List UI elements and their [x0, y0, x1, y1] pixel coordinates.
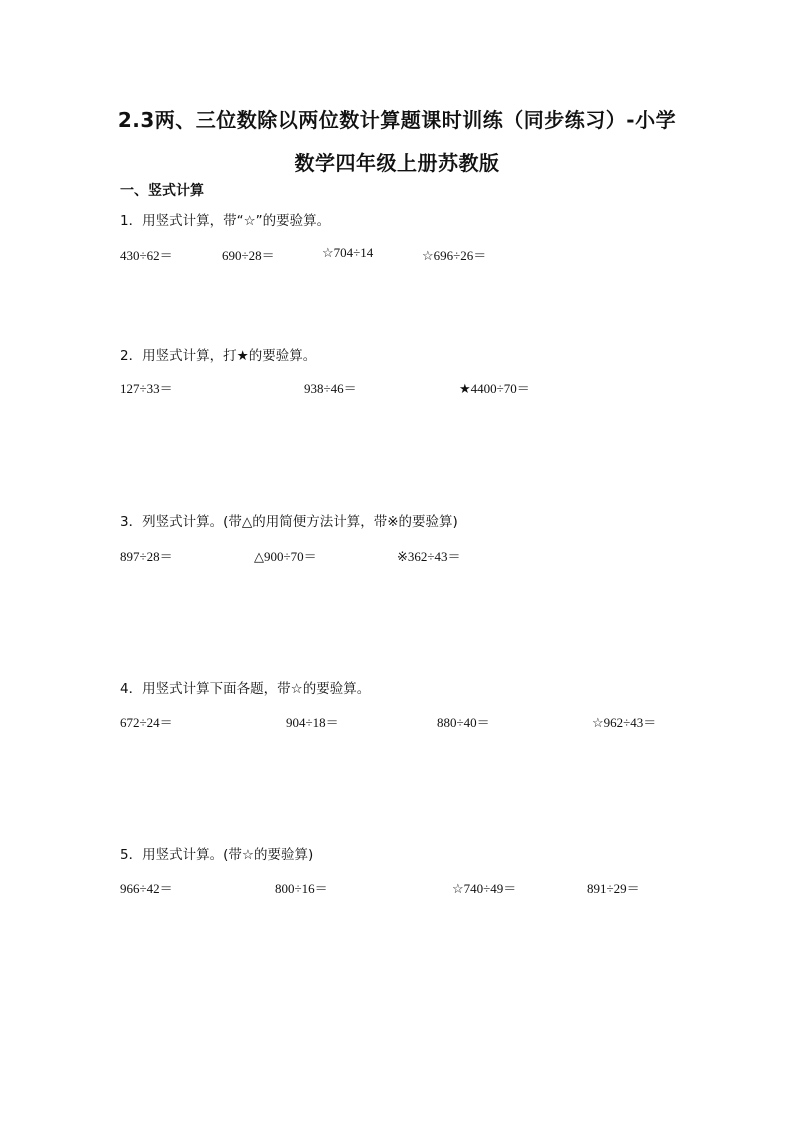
problem-3-3: ※362÷43＝ — [397, 549, 461, 564]
question-3-prompt: 3．列竖式计算。(带△的用简便方法计算，带※的要验算) — [120, 514, 458, 530]
page-title-line-1: 2.3两、三位数除以两位数计算题课时训练（同步练习）-小学 — [117, 108, 677, 132]
problem-5-4: 891÷29＝ — [587, 881, 640, 896]
page-title-line-2: 数学四年级上册苏教版 — [294, 151, 500, 175]
question-3-problems — [0, 546, 794, 566]
problem-1-1: 430÷62＝ — [120, 248, 173, 263]
question-1-prompt: 1．用竖式计算，带“☆”的要验算。 — [120, 213, 331, 229]
problem-1-3: ☆704÷14 — [322, 245, 374, 260]
question-2-problems — [0, 378, 794, 398]
problem-5-3: ☆740÷49＝ — [452, 881, 517, 896]
problem-5-1: 966÷42＝ — [120, 881, 173, 896]
problem-4-3: 880÷40＝ — [437, 715, 490, 730]
question-5-prompt: 5．用竖式计算。(带☆的要验算) — [120, 847, 314, 863]
problem-2-1: 127÷33＝ — [120, 381, 173, 396]
problem-4-4: ☆962÷43＝ — [592, 715, 657, 730]
question-2-prompt: 2．用竖式计算，打★的要验算。 — [120, 348, 317, 364]
problem-2-3: ★4400÷70＝ — [459, 381, 530, 396]
problem-4-2: 904÷18＝ — [286, 715, 339, 730]
question-4-prompt: 4．用竖式计算下面各题，带☆的要验算。 — [120, 681, 371, 697]
problem-1-4: ☆696÷26＝ — [422, 248, 487, 263]
problem-3-2: △900÷70＝ — [254, 549, 317, 564]
problem-2-2: 938÷46＝ — [304, 381, 357, 396]
question-1-problems — [0, 245, 794, 265]
problem-1-2: 690÷28＝ — [222, 248, 275, 263]
question-5-problems — [0, 878, 794, 898]
problem-4-1: 672÷24＝ — [120, 715, 173, 730]
problem-3-1: 897÷28＝ — [120, 549, 173, 564]
section-heading: 一、竖式计算 — [120, 183, 204, 199]
problem-5-2: 800÷16＝ — [275, 881, 328, 896]
question-4-problems — [0, 712, 794, 732]
